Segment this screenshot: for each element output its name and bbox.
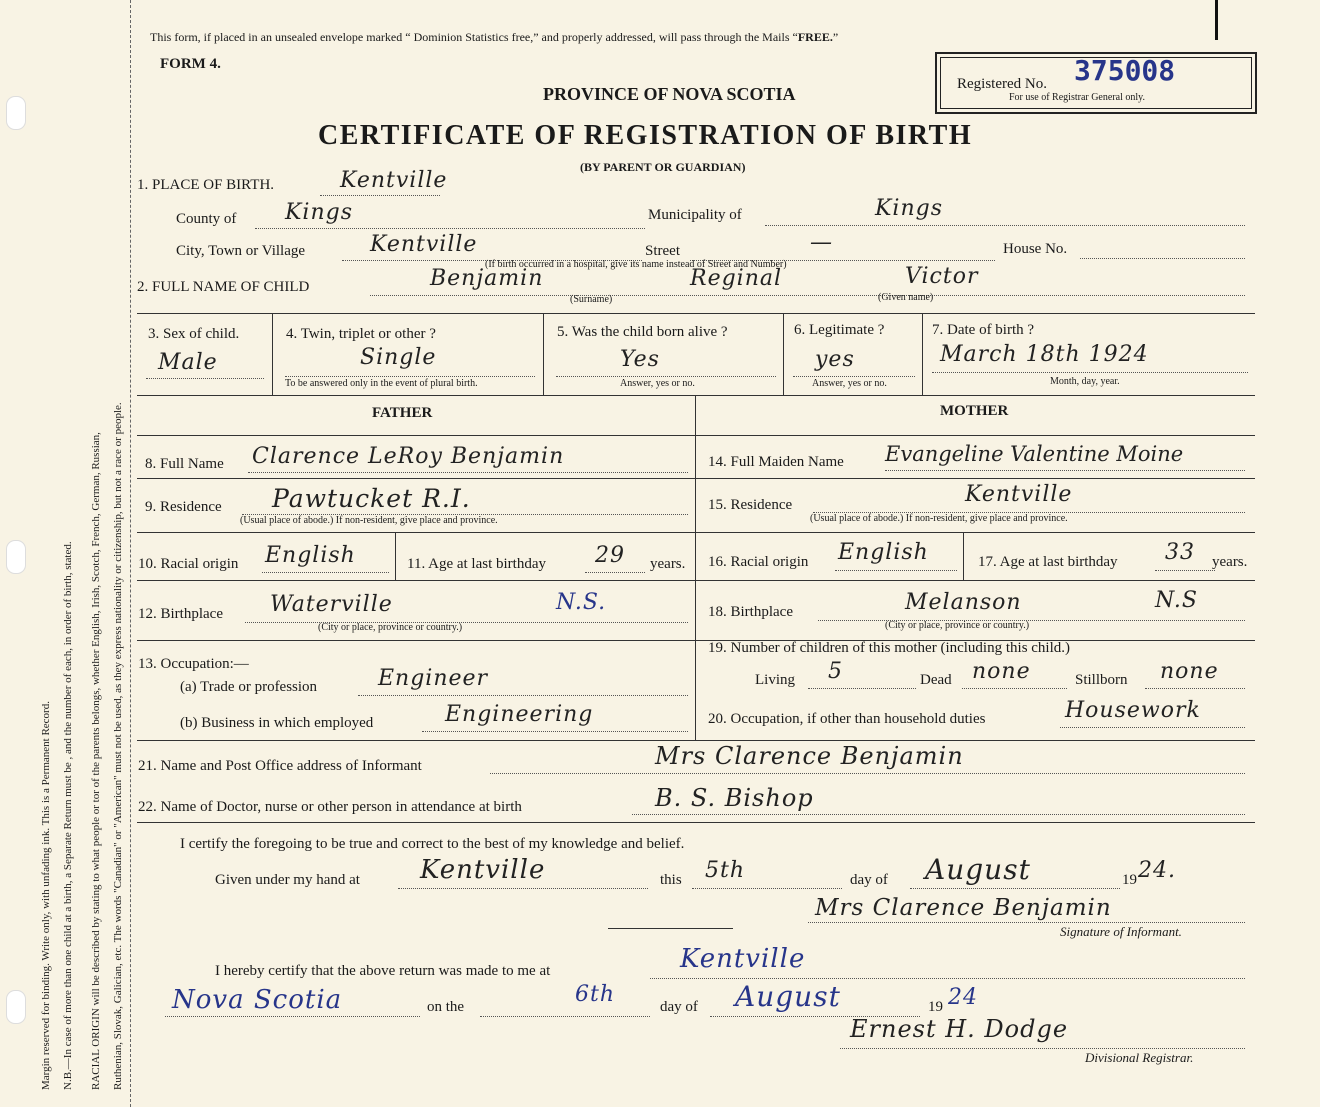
city-label: City, Town or Village xyxy=(176,243,306,259)
registrar-place: Kentville xyxy=(680,944,806,974)
mother-age-value: 33 xyxy=(1165,540,1195,565)
mother-name-label: 14. Full Maiden Name xyxy=(708,454,844,470)
ink-mark xyxy=(1215,0,1218,40)
informant-value: Mrs Clarence Benjamin xyxy=(655,742,964,770)
child-name-label: 2. FULL NAME OF CHILD xyxy=(137,279,310,295)
registrar-signature: Ernest H. Dodge xyxy=(850,1015,1069,1043)
on-the-label: on the xyxy=(427,999,465,1015)
day-of-label: day of xyxy=(850,872,888,888)
father-birthplace-province: N.S. xyxy=(556,590,607,615)
children-count-label: 19. Number of children of this mother (including this child.) xyxy=(708,640,1071,656)
mother-years-label: years. xyxy=(1212,554,1248,570)
registrar-province: Nova Scotia xyxy=(172,985,343,1015)
registrar-caption: Divisional Registrar. xyxy=(1085,1050,1194,1065)
mother-birthplace-province: N.S xyxy=(1155,588,1198,613)
certify-statement: I certify the foregoing to be true and correct to the best of my knowledge and belief. xyxy=(180,836,685,852)
registrar-year-prefix: 19 xyxy=(928,999,943,1015)
county-value: Kings xyxy=(285,200,354,225)
father-residence-note: (Usual place of abode.) If non-resident, give place and province. xyxy=(240,515,498,526)
place-of-birth-value: Kentville xyxy=(340,168,448,193)
registrar-use-note: For use of Registrar General only. xyxy=(1009,92,1145,103)
punch-hole xyxy=(6,990,26,1024)
given-name-caption: (Given name) xyxy=(878,292,934,303)
twin-note: To be answered only in the event of plural birth. xyxy=(285,378,478,389)
mother-birthplace-value: Melanson xyxy=(905,590,1022,615)
street-value: — xyxy=(810,230,833,255)
municipality-value: Kings xyxy=(875,196,944,221)
mother-age-label: 17. Age at last birthday xyxy=(978,554,1118,570)
registrar-day: 6th xyxy=(575,982,616,1007)
county-label: County of xyxy=(176,211,237,227)
given-under-label: Given under my hand at xyxy=(215,872,360,888)
registered-number: 375008 xyxy=(1074,54,1176,87)
dead-value: none xyxy=(972,659,1031,684)
form-number: FORM 4. xyxy=(160,56,221,72)
mother-name-value: Evangeline Valentine Moine xyxy=(885,442,1184,466)
dead-label: Dead xyxy=(920,672,952,688)
date-of-birth-value: March 18th 1924 xyxy=(940,342,1149,367)
informant-signature-caption: Signature of Informant. xyxy=(1060,924,1182,939)
father-trade-label: (a) Trade or profession xyxy=(180,679,318,695)
father-years-label: years. xyxy=(650,556,686,572)
father-racial-origin-label: 10. Racial origin xyxy=(138,556,239,572)
mother-occupation-value: Housework xyxy=(1065,698,1201,723)
margin-text-2: N.B.—In case of more than one child at a birth, a Separate Return must be , and the number of each, in order of birth, stated. xyxy=(62,541,74,1090)
legitimate-label: 6. Legitimate ? xyxy=(794,322,885,338)
living-label: Living xyxy=(755,672,795,688)
father-trade-value: Engineer xyxy=(378,666,489,691)
father-birthplace-label: 12. Birthplace xyxy=(138,606,223,622)
this-label: this xyxy=(660,872,682,888)
doctor-label: 22. Name of Doctor, nurse or other person in attendance at birth xyxy=(138,799,522,815)
father-name-label: 8. Full Name xyxy=(145,456,224,472)
registrar-year: 24 xyxy=(948,985,978,1010)
registrar-month: August xyxy=(735,980,841,1013)
twin-value: Single xyxy=(360,345,437,370)
sex-label: 3. Sex of child. xyxy=(148,326,240,342)
registrar-day-of-label: day of xyxy=(660,999,698,1015)
registered-number-box xyxy=(935,52,1257,114)
certificate-subtitle: (BY PARENT OR GUARDIAN) xyxy=(580,160,746,174)
father-birthplace-note: (City or place, province or country.) xyxy=(318,622,463,633)
father-business-label: (b) Business in which employed xyxy=(180,715,374,731)
stillborn-value: none xyxy=(1160,659,1219,684)
mother-residence-label: 15. Residence xyxy=(708,497,793,513)
mother-occupation-label: 20. Occupation, if other than household duties xyxy=(708,711,986,727)
stillborn-label: Stillborn xyxy=(1075,672,1128,688)
date-of-birth-label: 7. Date of birth ? xyxy=(932,322,1035,338)
legitimate-note: Answer, yes or no. xyxy=(812,378,887,389)
certify-year-prefix: 19 xyxy=(1122,872,1137,888)
mother-residence-value: Kentville xyxy=(965,482,1073,507)
mother-birthplace-label: 18. Birthplace xyxy=(708,604,793,620)
punch-hole xyxy=(6,540,26,574)
mother-racial-origin-label: 16. Racial origin xyxy=(708,554,809,570)
father-residence-value: Pawtucket R.I. xyxy=(272,484,471,513)
place-of-birth-label: 1. PLACE OF BIRTH. xyxy=(137,177,275,193)
certify-month: August xyxy=(925,853,1031,886)
certificate-title: CERTIFICATE OF REGISTRATION OF BIRTH xyxy=(318,120,973,151)
certify-year: 24. xyxy=(1138,858,1176,883)
mother-heading: MOTHER xyxy=(940,403,1009,419)
father-age-value: 29 xyxy=(595,543,625,568)
child-given-name-2: Victor xyxy=(905,264,979,289)
father-residence-label: 9. Residence xyxy=(145,499,222,515)
city-value: Kentville xyxy=(370,232,478,257)
mother-residence-note: (Usual place of abode.) If non-resident, give place and province. xyxy=(810,513,1068,524)
surname-caption: (Surname) xyxy=(570,294,613,305)
child-given-name-1: Reginal xyxy=(690,266,783,291)
father-business-value: Engineering xyxy=(445,702,594,727)
date-of-birth-note: Month, day, year. xyxy=(1050,376,1120,387)
house-number-label: House No. xyxy=(1003,241,1068,257)
margin-text-4: Ruthenian, Slovak, Galician, etc. The words "Canadian" or "American" must not be used, as they express nationality or citizenship, but not a race or people. xyxy=(112,402,124,1090)
street-label: Street xyxy=(645,243,680,259)
father-age-label: 11. Age at last birthday xyxy=(407,556,546,572)
municipality-label: Municipality of xyxy=(648,207,742,223)
binding-margin-line xyxy=(130,0,131,1107)
father-racial-origin-value: English xyxy=(265,543,356,568)
born-alive-note: Answer, yes or no. xyxy=(620,378,695,389)
registered-label: Registered No. xyxy=(957,76,1047,92)
postal-notice: This form, if placed in an unsealed envelope marked “ Dominion Statistics free,” and properly addressed, will pass through the Mails “FREE.” xyxy=(150,30,839,44)
father-name-value: Clarence LeRoy Benjamin xyxy=(252,444,565,469)
father-occupation-label: 13. Occupation:— xyxy=(138,656,249,672)
sex-value: Male xyxy=(158,350,218,375)
punch-hole xyxy=(6,96,26,130)
certify-place: Kentville xyxy=(420,855,546,885)
living-value: 5 xyxy=(828,659,843,684)
twin-label: 4. Twin, triplet or other ? xyxy=(286,326,436,342)
legitimate-value: yes xyxy=(815,347,855,372)
child-surname: Benjamin xyxy=(430,266,544,291)
hospital-note: (If birth occurred in a hospital, give its name instead of Street and Number) xyxy=(485,259,787,270)
certify-day: 5th xyxy=(705,858,746,883)
margin-text-1: Margin reserved for binding. Write only, with unfading ink. This is a Permanent Record. xyxy=(40,701,52,1090)
born-alive-value: Yes xyxy=(620,347,660,372)
mother-racial-origin-value: English xyxy=(838,540,929,565)
mother-birthplace-note: (City or place, province or country.) xyxy=(885,620,1030,631)
province-heading: PROVINCE OF NOVA SCOTIA xyxy=(543,84,796,104)
born-alive-label: 5. Was the child born alive ? xyxy=(557,324,728,340)
informant-label: 21. Name and Post Office address of Informant xyxy=(138,758,422,774)
father-birthplace-value: Waterville xyxy=(270,592,393,617)
informant-signature: Mrs Clarence Benjamin xyxy=(815,895,1112,921)
registrar-statement: I hereby certify that the above return was made to me at xyxy=(215,963,551,979)
margin-text-3: RACIAL ORIGIN will be described by stating to what people or tor of the parents belongs, whether English, Irish, Scotch, French, German, Russian, xyxy=(90,432,102,1090)
father-heading: FATHER xyxy=(372,405,433,421)
doctor-value: B. S. Bishop xyxy=(655,784,814,812)
